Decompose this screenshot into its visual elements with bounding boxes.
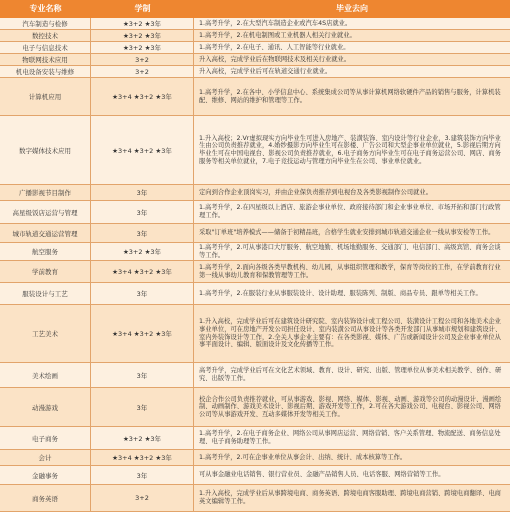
graduate-destination — [194, 427, 510, 449]
graduate-destination — [194, 78, 510, 115]
study-system: ★3+4 ★3+2 ★3年 — [91, 305, 194, 362]
destination-text: 1.高考升学，2.在服装行业从事服装设计、设计助理、服装陈列、制版、商品专员、跟单等相关工作。 — [199, 289, 482, 297]
major-name: 商务英语 — [0, 485, 91, 511]
table-row — [0, 54, 510, 66]
graduate-destination — [194, 466, 510, 484]
destination-text: 1.升入高校，完成学业后从事跨境电商、商务英语、跨境电商客服助理、跨境电商营销、跨境电商翻译、电商英文编辑等工作。 — [199, 490, 501, 505]
table-row — [0, 201, 510, 224]
graduate-destination — [194, 450, 510, 465]
header-major: 专业名称 — [29, 4, 62, 13]
destination-text: 1.高考升学，2.可在企事业单位从事会计、出纳、统计、成本核算等工作。 — [199, 453, 407, 461]
major-name: 会计 — [0, 450, 91, 465]
major-name: 金融事务 — [0, 466, 91, 484]
table-row — [0, 78, 510, 116]
study-system: ★3+4 ★3+2 ★3年 — [91, 450, 194, 465]
major-name: 广播影视节目制作 — [0, 185, 91, 200]
study-system: 3+2 — [91, 66, 194, 77]
table-row — [0, 261, 510, 283]
study-system: ★3+2 ★3年 — [91, 18, 194, 29]
destination-text: 1.升入高校；2.Vr虚拟现实方向毕业生可进入房地产、装潢装饰、室内设计等行业企业，3.建筑装饰方向毕业生由公司负责推荐就业，4.婚纱摄影方向毕业生可在影楼、广告公司和大型企事业单位就业，5.影视后期方向毕业生可在中国电视台、影视公司负责推荐就业，6.电子商务方向毕业生可在电子商务运营公司、网店、商务服务等相关单位就业，7.电子竞技运动与管理方向毕业生在公司、事业单位就业。 — [199, 134, 501, 165]
destination-text: 升入高校，完成学业后可在轨道交通行业就业。 — [199, 67, 332, 75]
major-name: 航空服务 — [0, 243, 91, 260]
major-name: 高星级饭店运营与管理 — [0, 201, 91, 223]
major-name: 物联网技术应用 — [0, 54, 91, 65]
graduate-destination — [194, 224, 510, 242]
graduate-destination — [194, 261, 510, 282]
destination-text: 定向到合作企业顶岗实习，并由企业保负责推荐到电视台及各类影视制作公司就业。 — [199, 188, 432, 196]
graduate-destination — [194, 30, 510, 41]
graduate-destination — [194, 116, 510, 184]
major-name: 汽车制造与检修 — [0, 18, 91, 29]
study-system: ★3+2 ★3年 — [91, 427, 194, 449]
study-system: 3年 — [91, 466, 194, 484]
destination-text: 1.高考升学，2.在机电制图或工业机器人相关行业就业。 — [199, 31, 356, 39]
table-row — [0, 116, 510, 185]
graduate-destination — [194, 363, 510, 387]
destination-text: 高考升学，完成学业后可在文化艺术领域、教育、设计、研究、出版、管理单位从事美术相关教学、创作、研究、出版等工作。 — [199, 367, 502, 382]
table-row — [0, 388, 510, 427]
study-system: ★3+4 ★3+2 ★3年 — [91, 116, 194, 184]
study-system: ★3+4 ★3+2 ★3年 — [91, 261, 194, 282]
study-system: 3年 — [91, 201, 194, 223]
study-system: ★3+4 ★3+2 ★3年 — [91, 78, 194, 115]
table-row — [0, 466, 510, 485]
destination-text: 1.高考升学，2.可从事港口大厅服务、航空地勤、机场地勤服务、交通部门、电信部门、高级宾馆、商务会谈等工作。 — [199, 243, 501, 259]
graduate-destination — [194, 42, 510, 53]
graduate-destination — [194, 243, 510, 260]
graduate-destination — [194, 66, 510, 77]
graduate-destination — [194, 305, 510, 362]
major-name: 工艺美术 — [0, 305, 91, 362]
table-row — [0, 30, 510, 42]
destination-text: 1.高考升学，2.在各中、小学信息中心、系统集成公司等从事计算机网络软硬件产品的销售与服务，计算机装配、维修、网站的维护和管理等工作。 — [199, 88, 501, 104]
study-system: 3+2 — [91, 54, 194, 65]
graduate-destination — [194, 283, 510, 304]
destination-text: 1.高考升学，2.在电子商务企业、网络公司从事网店运营、网络营销、客户关系管理、物流配送、商务信息处理、电子商务助理等工作。 — [199, 430, 501, 445]
destination-text: 采取"订单班"培养模式——储备于初精品班，合格学生就业安排到城市轨道交通企业一线从事安检等工作。 — [199, 229, 495, 237]
graduate-destination — [194, 185, 510, 200]
table-row — [0, 427, 510, 450]
major-name: 服装设计与工艺 — [0, 283, 91, 304]
graduate-destination — [194, 18, 510, 29]
table-row — [0, 224, 510, 243]
table-row — [0, 42, 510, 54]
graduate-destination — [194, 201, 510, 223]
destination-text: 可从事金融业电话销售、银行营业员、金融产品销售人员、电话客服、网络营销等工作。 — [199, 471, 445, 479]
major-name: 美术绘画 — [0, 363, 91, 387]
study-system: ★3+2 ★3年 — [91, 42, 194, 53]
graduate-destination — [194, 485, 510, 511]
destination-text: 1.升入高校，完成学业后可在建筑设计研究院、室内装饰设计或工程公司、装潢设计工程公司和各地美术企业事业单位，可在房地产开发公司担任设计、室内装潢公司从事设计等各类开发部门从事城市规划和建筑设计、室内外装饰设计等工作，2.全关人事企业主要有：在各类影视、媒体、广告或新闻设计公司及企业事业单位从事平面设计、编辑、版面设计及文化传播等工作。 — [199, 318, 502, 349]
study-system: 3年 — [91, 363, 194, 387]
table-row — [0, 450, 510, 466]
header-destination: 毕业去向 — [336, 4, 368, 13]
destination-text: 校企合作公司负责推荐就业，可从事游戏、影视、网络、媒体、影视、动画、游戏等公司的动漫设计、漫画绘制、动画制作、游戏美术设计、影视后期、游戏开发等工作，2.可在各大游戏公司、电视台、影视公司、网络公司等从事游戏开发、互动多媒体开发等相关工作。 — [199, 395, 502, 418]
study-system: ★3+2 ★3年 — [91, 30, 194, 41]
header-system: 学制 — [134, 4, 151, 13]
destination-text: 1.高考升学，2.在四星级以上酒店、旅游企事业单位、政府接待部门和企业事业单位、市场开拓和部门行政管理工作。 — [199, 204, 501, 219]
table-row — [0, 363, 510, 388]
table-row — [0, 66, 510, 78]
study-system: 3年 — [91, 283, 194, 304]
study-system: 3年 — [91, 185, 194, 200]
major-name: 学前教育 — [0, 261, 91, 282]
study-system: 3+2 — [91, 485, 194, 511]
major-name: 动漫游戏 — [0, 388, 91, 426]
major-name: 电子与信息技术 — [0, 42, 91, 53]
graduate-destination — [194, 54, 510, 65]
table-row — [0, 283, 510, 305]
destination-text: 1.高考升学，2.面向各级各类早教机构、幼儿园，从事组织管理和教学，保育等岗位的工作，在学前教育行业第一线从事幼儿教育和保教管理等工作。 — [199, 263, 501, 279]
study-system: 3年 — [91, 224, 194, 242]
table-row — [0, 185, 510, 201]
major-name: 计算机应用 — [0, 78, 91, 115]
study-system: ★3+2 ★3年 — [91, 243, 194, 260]
major-name: 数字媒体技术应用 — [0, 116, 91, 184]
table-row — [0, 243, 510, 261]
major-name: 数控技术 — [0, 30, 91, 41]
table-row — [0, 18, 510, 30]
graduate-destination — [194, 388, 510, 426]
major-name: 城市轨道交通运营管理 — [0, 224, 91, 242]
destination-text: 1.高考升学，2.在大型汽车制造企业或汽车4S店就业。 — [199, 19, 352, 27]
destination-text: 1.高考升学，2.在电子、通讯、人工智能等行业就业。 — [199, 43, 350, 51]
destination-text: 升入高校，完成学业后在物联网技术及相关行业就业。 — [199, 55, 351, 63]
table-row — [0, 485, 510, 512]
table-row — [0, 305, 510, 363]
study-system: 3年 — [91, 388, 194, 426]
table-header — [0, 0, 510, 18]
major-name: 电子商务 — [0, 427, 91, 449]
major-name: 机电设备安装与维修 — [0, 66, 91, 77]
